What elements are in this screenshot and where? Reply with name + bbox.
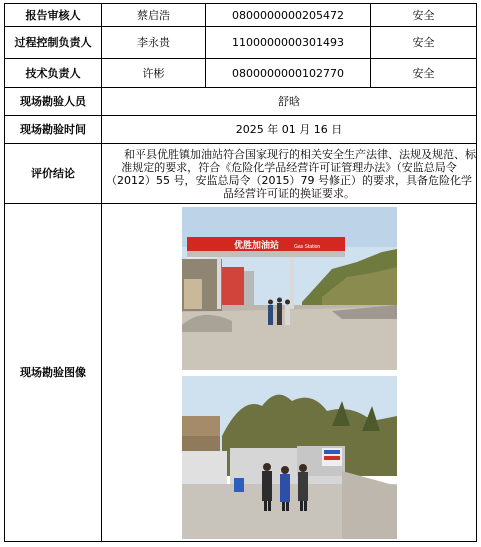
row-label: 过程控制负责人 xyxy=(5,27,102,59)
images-row xyxy=(5,204,477,542)
cert-number: 1100000000301493 xyxy=(206,27,371,59)
station-sign-en: Gas Station xyxy=(293,243,320,250)
site-time-row xyxy=(5,116,477,144)
site-time-value: 2025 年 01 月 16 日 xyxy=(102,116,477,144)
cert-number: 0800000000102770 xyxy=(206,59,371,88)
person-name: 李永贵 xyxy=(102,27,206,59)
role: 安全 xyxy=(371,4,477,27)
site-photo-gas-station xyxy=(182,207,397,370)
conclusion-label: 评价结论 xyxy=(5,144,102,204)
site-time-label: 现场勘验时间 xyxy=(5,116,102,144)
role: 安全 xyxy=(371,59,477,88)
images-cell xyxy=(102,204,477,542)
cert-number: 0800000000205472 xyxy=(206,4,371,27)
row-label: 报告审核人 xyxy=(5,4,102,27)
inspection-report-table xyxy=(4,3,477,542)
person-name: 蔡启浩 xyxy=(102,4,206,27)
person-name: 许彬 xyxy=(102,59,206,88)
site-staff-value: 舒晗 xyxy=(102,88,477,116)
station-sign-text: 优胜加油站 xyxy=(233,239,279,250)
site-staff-row xyxy=(5,88,477,116)
conclusion-row xyxy=(5,144,477,204)
personnel-row xyxy=(5,59,477,88)
role: 安全 xyxy=(371,27,477,59)
conclusion-text: 和平县优胜镇加油站符合国家现行的相关安全生产法律、法规及规范、标准规定的要求，符合《危险化学品经营许可证管理办法》（安监总局令（2012）55 号，安监总局令（2015）79 号修正）的要求，具备危险化学品经营许可证的换证要求。 xyxy=(102,144,477,204)
personnel-row xyxy=(5,27,477,59)
row-label: 技术负责人 xyxy=(5,59,102,88)
personnel-row xyxy=(5,4,477,27)
site-photo-tank-area xyxy=(182,376,397,539)
images-label: 现场勘验图像 xyxy=(5,204,102,542)
site-staff-label: 现场勘验人员 xyxy=(5,88,102,116)
